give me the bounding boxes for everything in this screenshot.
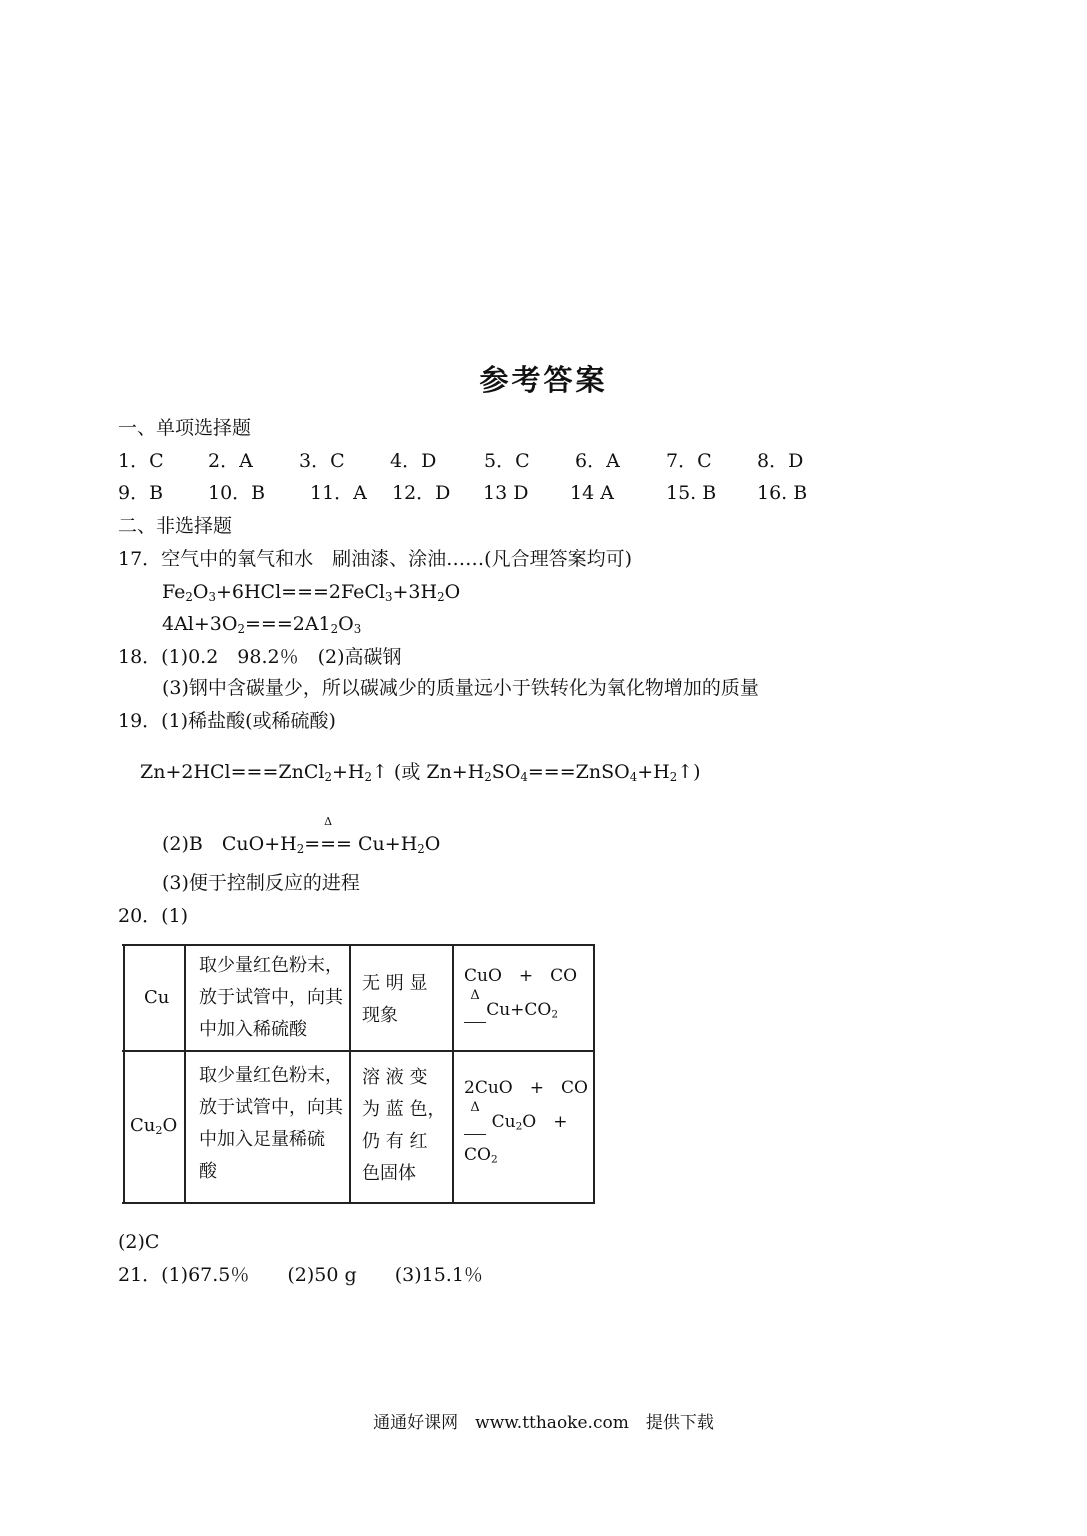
delta-symbol: Δ [470,1100,480,1115]
delta-condition [464,1100,486,1135]
delta-symbol: Δ [470,988,480,1003]
answer-item: 7．C [666,450,712,472]
answer-item: 13 D [483,482,529,504]
q17-answer-line: 17．空气中的氧气和水 刷油漆、涂油……(凡合理答案均可) [118,548,633,570]
q18-answer-line: 18．(1)0.2 98.2％ (2)高碳钢 [118,646,402,668]
table-cell-substance: $Cu_2O$ [130,1115,178,1137]
delta-symbol: Δ [324,815,333,828]
answer-item: 12．D [392,482,451,504]
section-heading-nonchoice: 二、非选择题 [118,515,233,537]
answer-item: 14 A [570,482,614,504]
q19-part3: (3)便于控制反应的进程 [162,872,360,894]
table-cell-substance: Cu [144,987,170,1008]
answer-item: 9．B [118,482,164,504]
q17-equation-1: $Fe_2O_3+6HCl===2FeCl_3+3H_2O$ [162,581,461,604]
page-title: 参考答案 [479,363,608,397]
q18-explanation: (3)钢中含碳量少，所以碳减少的质量远小于铁转化为氧化物增加的质量 [162,677,759,699]
delta-condition: Δ === [304,832,352,856]
answer-item: 5．C [484,450,530,472]
footer-source: 通通好课网 www.tthaoke.com 提供下载 [373,1413,714,1433]
table-cell-operation: 取少量红色粉末， 放于试管中，向其 中加入足量稀硫 酸 [199,1065,343,1182]
experiment-table [122,944,595,1206]
q17-equation-2: $4Al+3O_2===2A1_2O_3$ [162,613,362,636]
q20-answer-line: 20．(1) [118,905,189,927]
table-cell-phenomenon: 无 明 显 现象 [362,973,428,1026]
answer-item: 1．C [118,450,164,472]
table-cell-phenomenon: 溶 液 变 为 蓝 色， 仍 有 红 色固体 [362,1067,446,1184]
delta-condition [464,988,486,1023]
q19-equation: $Zn+2HCl===ZnCl_2+H_2↑$ (或 $Zn+H_2SO_4===ZnSO_4+H_2↑$) [140,761,701,784]
answer-item: 2．A [208,450,253,472]
answer-item: 10．B [208,482,266,504]
answer-item: 15. B [666,482,717,504]
q19-part2-equation: (2)B $CuO+H_2$ Δ === $Cu+H_2O$ [162,832,440,856]
answer-item: 16. B [757,482,808,504]
answer-item: 4．D [390,450,437,472]
answer-item: 11．A [310,482,367,504]
table-cell-operation: 取少量红色粉末， 放于试管中，向其 中加入稀硫酸 [199,955,343,1040]
q20-part2: (2)C [118,1231,160,1253]
table-cell-equation: 2CuO + CO Δ $Cu_2O$ + $CO_2$ [464,1078,588,1166]
q19-answer-line: 19．(1)稀盐酸(或稀硫酸) [118,710,336,732]
q21-answer-line: 21．(1)67.5％ (2)50 g (3)15.1％ [118,1264,483,1286]
answer-item: 6．A [575,450,620,472]
section-heading-choice: 一、单项选择题 [118,417,252,439]
answer-item: 8．D [757,450,804,472]
table-cell-equation: CuO + CO Δ $Cu+CO_2$ [464,964,577,1023]
answer-item: 3．C [299,450,345,472]
